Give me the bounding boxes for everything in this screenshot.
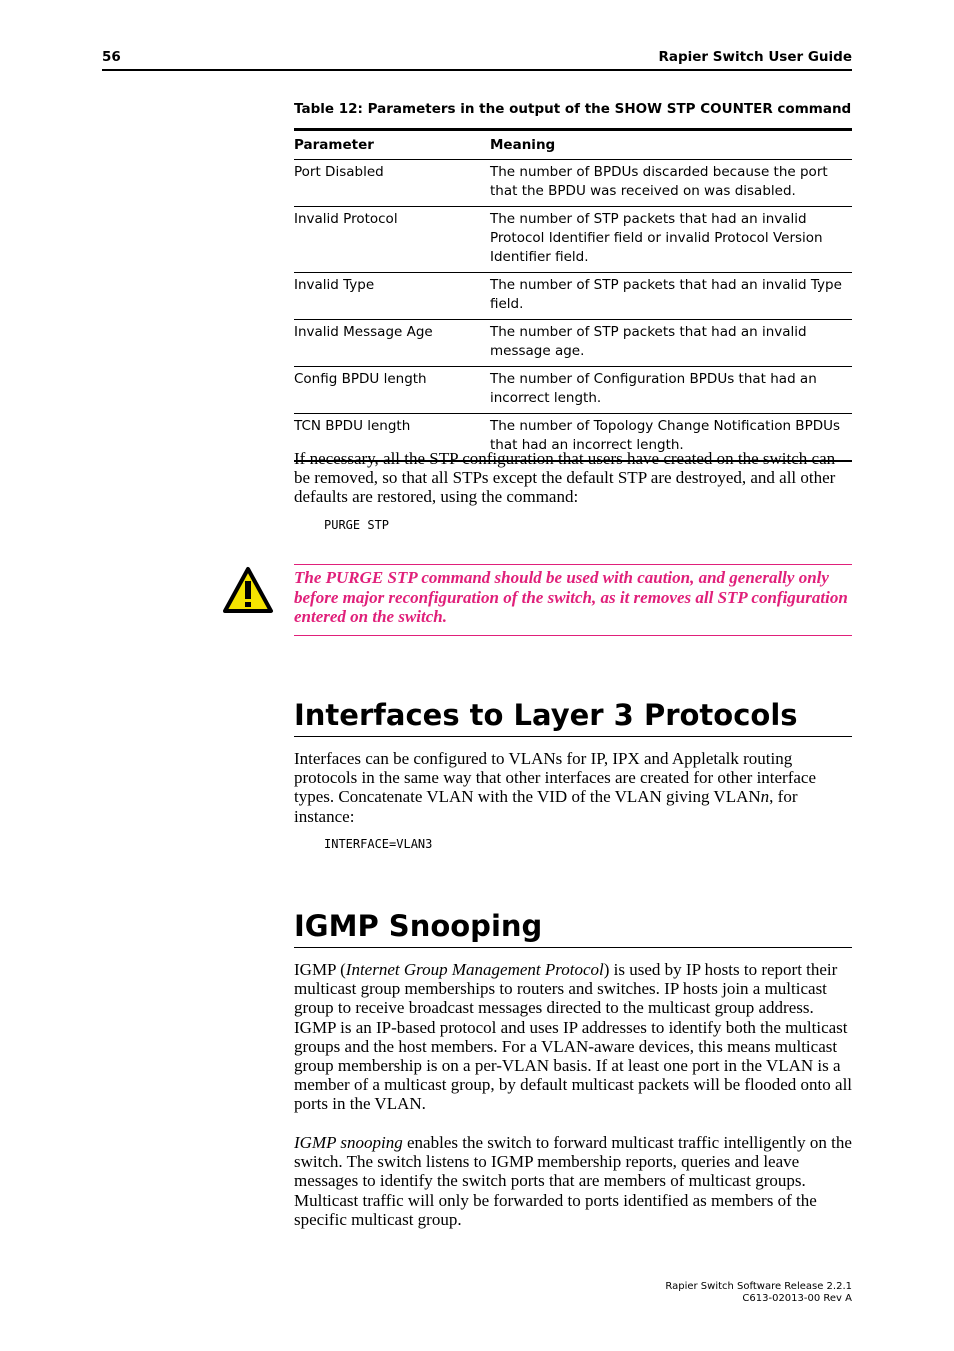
footer-doc-id: C613-02013-00 Rev A xyxy=(742,1293,852,1304)
table-row xyxy=(294,273,852,320)
parameter-cell: Invalid Type xyxy=(294,277,375,293)
meaning-cell: The number of STP packets that had an invalid Type field. xyxy=(490,277,842,312)
footer-release: Rapier Switch Software Release 2.2.1 xyxy=(665,1281,852,1292)
purge-command: PURGE STP xyxy=(324,518,390,532)
warning-box xyxy=(294,564,852,636)
page-header xyxy=(102,47,852,71)
igmp-p2-text: enables the switch to forward multicast traffic intelligently on the switch. The switch listens to IGMP membership reports, queries and leave messages to identify the switch ports that are members of multicast groups. Multicast traffic will only be forwarded to ports identified as members of the specific multicast group. xyxy=(294,1133,852,1229)
column-header-meaning: Meaning xyxy=(490,137,556,153)
page-footer xyxy=(665,1281,852,1305)
table-row xyxy=(294,207,852,273)
layer3-text-b: , for instance: xyxy=(294,787,798,826)
section-heading-igmp: IGMP Snooping xyxy=(294,908,852,948)
igmp-paragraph-2 xyxy=(294,1133,854,1229)
layer3-text-a: Interfaces can be configured to VLANs for IP, IPX and Appletalk routing protocols in the same way that other interfaces are created for other interface types. Concatenate VLAN with the VID of the VLAN giving VLAN xyxy=(294,749,817,807)
parameters-table xyxy=(294,128,852,462)
layer3-paragraph xyxy=(294,749,854,826)
warning-icon xyxy=(222,566,274,614)
guide-title: Rapier Switch User Guide xyxy=(658,49,852,65)
igmp-p1-italic: Internet Group Management Protocol xyxy=(345,960,604,979)
parameter-cell: TCN BPDU length xyxy=(294,418,411,434)
layer3-variable: n xyxy=(760,787,770,807)
igmp-paragraph-1 xyxy=(294,960,854,1114)
table-row xyxy=(294,160,852,207)
meaning-cell: The number of BPDUs discarded because the port that the BPDU was received on was disabled. xyxy=(490,164,828,199)
purge-paragraph: If necessary, all the STP configuration that users have created on the switch can be removed, so that all STPs except the default STP are destroyed, and all other defaults are restored, using the command: xyxy=(294,449,836,507)
parameter-cell: Config BPDU length xyxy=(294,371,427,387)
table-row xyxy=(294,320,852,367)
igmp-p1-text-b: ) is used by IP hosts to report their multicast group memberships to routers and switches. IP hosts join a multicast group to receive broadcast messages directed to the multicast group address. IGMP is an IP-based protocol and uses IP addresses to identify both the multicast groups and the host members. For a VLAN-aware devices, this means multicast group membership is on a per-VLAN basis. If at least one port in the VLAN is a member of a multicast group, by default multicast packets will be flooded onto all ports in the VLAN. xyxy=(294,960,853,1114)
parameter-cell: Port Disabled xyxy=(294,164,384,180)
igmp-p1-text-a: IGMP ( xyxy=(294,960,346,979)
parameter-cell: Invalid Protocol xyxy=(294,211,398,227)
table-header-row xyxy=(294,130,852,160)
igmp-p2-italic: IGMP snooping xyxy=(294,1133,403,1152)
warning-text: The PURGE STP command should be used with caution, and generally only before major reconfiguration of the switch, as it removes all STP configuration entered on the switch. xyxy=(294,568,848,627)
meaning-cell: The number of Configuration BPDUs that had an incorrect length. xyxy=(490,371,817,406)
section-heading-layer3: Interfaces to Layer 3 Protocols xyxy=(294,697,852,737)
meaning-cell: The number of STP packets that had an invalid Protocol Identifier field or invalid Protocol Version Identifier field. xyxy=(490,211,823,265)
page-number: 56 xyxy=(102,49,121,65)
meaning-cell: The number of STP packets that had an invalid message age. xyxy=(490,324,807,359)
interface-command: INTERFACE=VLAN3 xyxy=(324,837,433,851)
meaning-cell: The number of Topology Change Notification BPDUs that had an incorrect length. xyxy=(490,418,841,453)
parameter-cell: Invalid Message Age xyxy=(294,324,433,340)
table-caption: Table 12: Parameters in the output of the SHOW STP COUNTER command xyxy=(294,101,852,117)
table-row xyxy=(294,367,852,414)
column-header-parameter: Parameter xyxy=(294,137,374,153)
